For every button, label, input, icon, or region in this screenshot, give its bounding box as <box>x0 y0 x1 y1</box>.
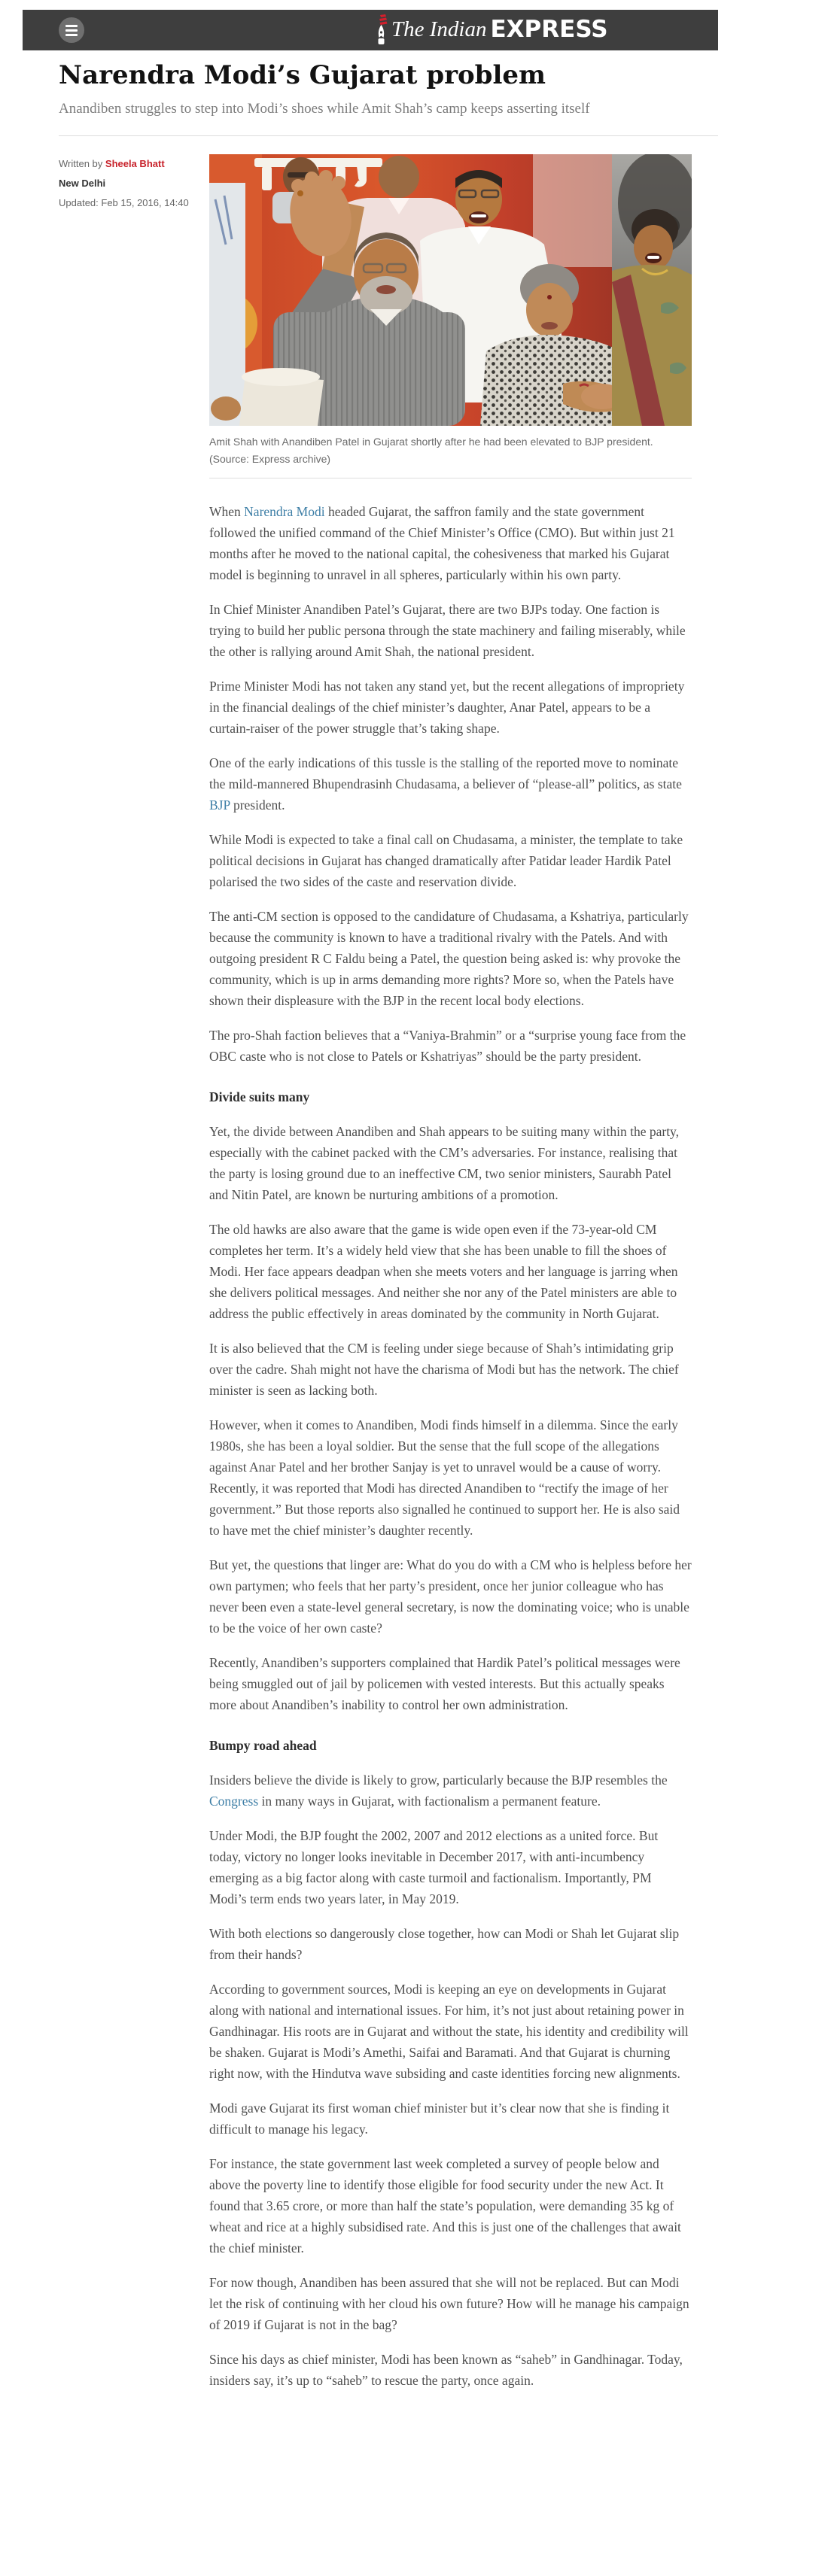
menu-icon <box>65 25 78 27</box>
inline-link[interactable]: BJP <box>209 797 230 813</box>
article-paragraph: Under Modi, the BJP fought the 2002, 2007 and 2012 elections as a united force. But today, victory no longer looks inevitable in December 2017, with anti-incumbency emerging as a big factor along with caste turmoil and factionalism. Importantly, PM Modi’s term ends two years later, in May 2019. <box>209 1828 659 1906</box>
top-bar <box>23 10 718 50</box>
menu-button[interactable] <box>59 17 84 43</box>
article-paragraph: Recently, Anandiben’s supporters complained that Hardik Patel’s political messages were being smuggled out of jail by policemen with vested interests. But this actually speaks more about Anandiben’s inability to control her own administration. <box>209 1655 680 1712</box>
pen-nib-icon <box>375 14 388 45</box>
article-paragraph: For now though, Anandiben has been assured that she will not be replaced. But can Modi let the risk of continuing with her cloud his own future? How will he manage his campaign of 2019 if Gujarat is not in the bag? <box>209 2275 689 2332</box>
article-container <box>59 59 718 2391</box>
article-photo <box>209 154 692 426</box>
article-paragraph: Prime Minister Modi has not taken any stand yet, but the recent allegations of impropriety in the financial dealings of the chief minister’s daughter, Anar Patel, appears to be a curtain-raiser of the power struggle that’s taking shape. <box>209 679 685 736</box>
article-paragraph: The pro-Shah faction believes that a “Vaniya-Brahmin” or a “surprise young face from the OBC caste who is not close to Patels or Kshatriyas” should be the party president. <box>209 1028 686 1064</box>
inline-link[interactable]: Congress <box>209 1794 259 1809</box>
subhead: Anandiben struggles to step into Modi’s shoes while Amit Shah’s camp keeps asserting itself <box>59 101 590 117</box>
article-paragraph: Yet, the divide between Anandiben and Shah appears to be suiting many within the party, especially with the cabinet packed with the CM’s adversaries. For instance, realising that the party is losing ground due to an ineffective CM, two senior ministers, Saurabh Patel and Nitin Patel, are known be nurturing ambitions of a promotion. <box>209 1124 680 1202</box>
page-title: Narendra Modi’s Gujarat problem <box>59 60 546 90</box>
article-paragraph: According to government sources, Modi is keeping an eye on developments in Gujarat along with national and international issues. For him, it’s not just about retaining power in Gandhinagar. His roots are in Gujarat and without the state, his identity and credibility will be shaken. Gujarat is Modi’s Amethi, Saifai and Baramati. And that Gujarat is churning right now, with the Hindutva wave subsiding and caste identities forcing new alignments. <box>209 1982 689 2081</box>
divider <box>59 135 718 136</box>
section-heading: Divide suits many <box>209 1089 310 1104</box>
photo-caption: Amit Shah with Anandiben Patel in Gujarat shortly after he had been elevated to BJP president. (Source: Express archive) <box>209 436 653 465</box>
article-column <box>209 154 692 2391</box>
logo-express: EXPRESS <box>490 16 608 43</box>
article-paragraph: In Chief Minister Anandiben Patel’s Gujarat, there are two BJPs today. One faction is trying to build her public persona through the state machinery and failing miserably, while the other is rallying around Amit Shah, the national president. <box>209 602 686 659</box>
article-paragraph: One of the early indications of this tussle is the stalling of the reported move to nominate the mild-mannered Bhupendrasinh Chudasama, a believer of “please-all” politics, as state BJP president. <box>209 755 682 813</box>
article-paragraph: The old hawks are also aware that the game is wide open even if the 73-year-old CM completes her term. It’s a widely held view that she has been unable to fill the shoes of Modi. Her face appears deadpan when she meets voters and her language is jarring when she delivers political messages. And neither she nor any of the Patel ministers are able to address the public effectively in areas dominated by the community in North Gujarat. <box>209 1222 678 1321</box>
menu-icon <box>65 29 78 32</box>
author-name[interactable]: Sheela Bhatt <box>105 158 165 169</box>
section-heading: Bumpy road ahead <box>209 1738 317 1753</box>
written-by-label: Written by <box>59 158 103 169</box>
article-paragraph: For instance, the state government last week completed a survey of people below and above the poverty line to identify those eligible for food security under the new Act. It found that 3.65 crore, or more than half the state’s population, were demanding 35 kg of wheat and rice at a highly subsidised rate. And this is just one of the challenges that await the chief minister. <box>209 2156 681 2256</box>
article-paragraph: It is also believed that the CM is feeling under siege because of Shah’s intimidating grip over the cadre. Shah might not have the charisma of Modi but has the network. The chief minister is seen as lacking both. <box>209 1341 679 1398</box>
article <box>59 154 718 2391</box>
article-paragraph: The anti-CM section is opposed to the candidature of Chudasama, a Kshatriya, particularly because the community is known to have a traditional rivalry with the Patels. And with outgoing president R C Faldu being a Patel, the question being asked is: why provoke the community, which is up in arms demanding more rights? More so, when the Patels have shown their displeasure with the BJP in the recent local body elections. <box>209 909 689 1008</box>
written-by-row <box>59 157 199 170</box>
article-paragraph: With both elections so dangerously close together, how can Modi or Shah let Gujarat slip from their hands? <box>209 1926 680 1962</box>
menu-icon <box>65 34 78 36</box>
byline <box>59 157 199 216</box>
inline-link[interactable]: Narendra Modi <box>244 504 325 519</box>
updated-timestamp: Updated: Feb 15, 2016, 14:40 <box>59 197 189 208</box>
article-paragraph: When Narendra Modi headed Gujarat, the saffron family and the state government followed the unified command of the Chief Minister’s Office (CMO). But within just 21 months after he moved to the national capital, the cohesiveness that marked his Gujarat model is beginning to unravel in all spheres, particularly within his own party. <box>209 504 675 582</box>
article-paragraph: But yet, the questions that linger are: What do you do with a CM who is helpless before her own partymen; who feels that her party’s president, once her junior colleague who has never been even a state-level general secretary, is now the dominating voice; who is unable to be the voice of her own caste? <box>209 1557 692 1636</box>
article-paragraph: Since his days as chief minister, Modi has been known as “saheb” in Gandhinagar. Today, insiders say, it’s up to “saheb” to rescue the party, once again. <box>209 2352 683 2388</box>
article-paragraph: While Modi is expected to take a final call on Chudasama, a minister, the template to take political decisions in Gujarat has changed dramatically after Patidar leader Hardik Patel polarised the two sides of the caste and reservation divide. <box>209 832 683 889</box>
page <box>23 0 718 2391</box>
article-paragraph: However, when it comes to Anandiben, Modi finds himself in a dilemma. Since the early 1980s, she has been a loyal soldier. But the sense that the full scope of the allegations against Anar Patel and her brother Sanjay is yet to unravel would be a cause of worry. Recently, it was reported that Modi has directed Anandiben to “rectify the image of her government.” But those reports also signalled he continued to support her. He is also said to have met the chief minister’s daughter recently. <box>209 1417 680 1538</box>
byline-location: New Delhi <box>59 178 106 189</box>
article-paragraph: Insiders believe the divide is likely to grow, particularly because the BJP resembles the Congress in many ways in Gujarat, with factionalism a permanent feature. <box>209 1773 668 1809</box>
article-paragraph: Modi gave Gujarat its first woman chief minister but it’s clear now that she is finding it difficult to manage his legacy. <box>209 2101 670 2137</box>
article-body <box>209 501 692 2391</box>
masthead[interactable] <box>375 14 608 45</box>
logo-the-indian: The Indian <box>391 17 487 41</box>
